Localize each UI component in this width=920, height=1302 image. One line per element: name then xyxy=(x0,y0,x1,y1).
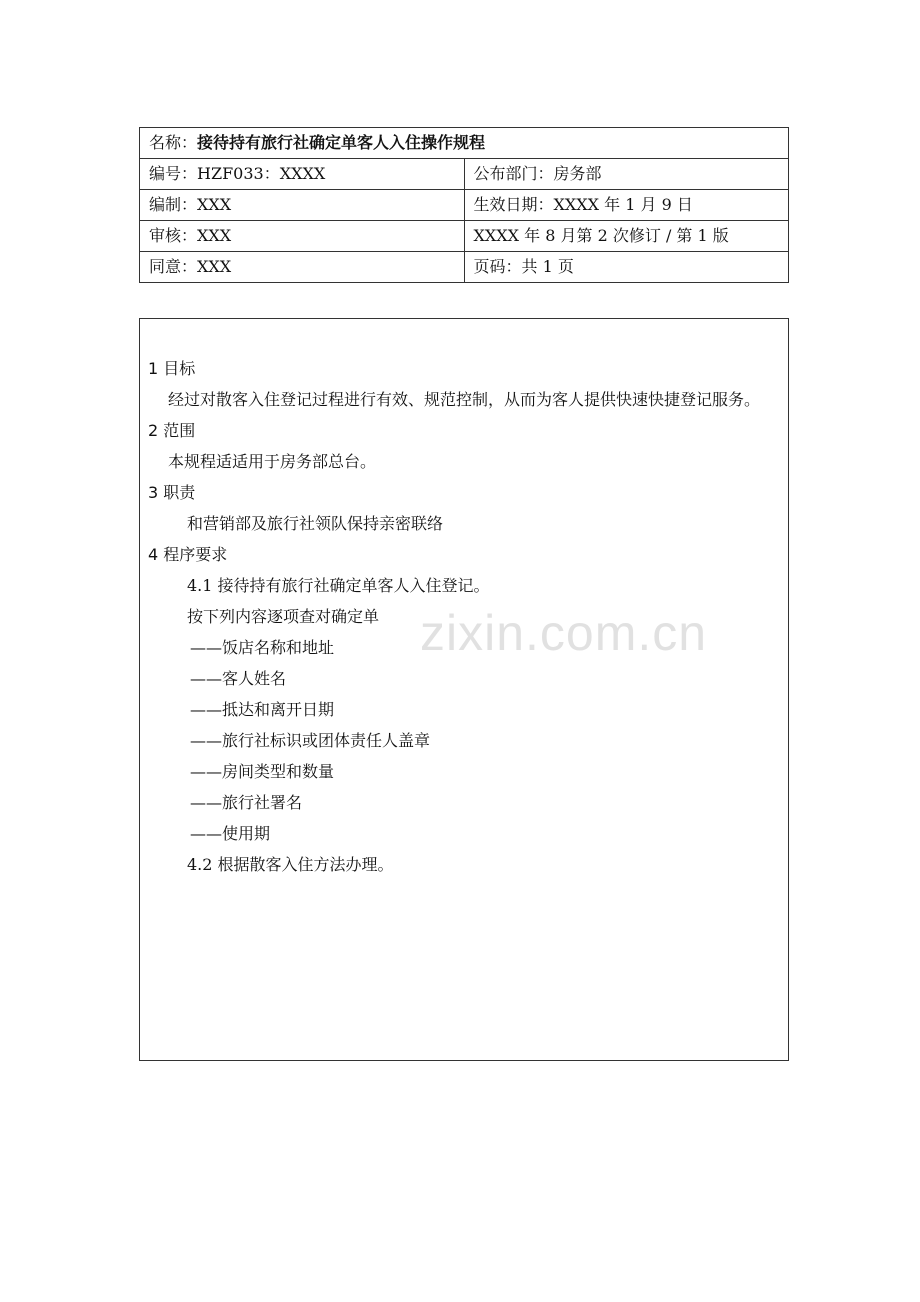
section-paragraph: 本规程适适用于房务部总台。 xyxy=(168,452,377,471)
effective-date-cell: 生效日期：XXXX 年 1 月 9 日 xyxy=(464,190,789,221)
doc-number-cell: 编号：HZF033：XXXX xyxy=(140,159,465,190)
header-row xyxy=(140,159,789,190)
header-row xyxy=(140,190,789,221)
page-count-cell: 页码：共 1 页 xyxy=(464,252,789,283)
checklist-item: ——客人姓名 xyxy=(190,669,287,688)
header-row xyxy=(140,252,789,283)
subsection-line: 按下列内容逐项查对确定单 xyxy=(187,607,380,626)
header-row xyxy=(140,221,789,252)
checklist-item: ——旅行社标识或团体责任人盖章 xyxy=(190,731,431,750)
watermark: zixin.com.cn xyxy=(420,605,708,661)
section-paragraph: 和营销部及旅行社领队保持亲密联络 xyxy=(187,514,444,533)
document-title: 接待持有旅行社确定单客人入住操作规程 xyxy=(197,133,486,152)
procedure-content xyxy=(148,353,784,880)
section-heading: 1 目标 xyxy=(148,359,196,378)
document-header-table xyxy=(139,127,789,283)
title-cell xyxy=(140,128,789,159)
approver-cell: 同意：XXX xyxy=(140,252,465,283)
revision-cell: XXXX 年 8 月第 2 次修订 / 第 1 版 xyxy=(464,221,789,252)
procedure-content-box xyxy=(139,318,789,1061)
section-heading: 2 范围 xyxy=(148,421,196,440)
subsection-line: 4.2 根据散客入住方法办理。 xyxy=(187,855,394,874)
checklist-item: ——房间类型和数量 xyxy=(190,762,335,781)
title-label: 名称： xyxy=(149,133,198,152)
compiler-cell: 编制：XXX xyxy=(140,190,465,221)
section-heading: 3 职责 xyxy=(148,483,196,502)
reviewer-cell: 审核：XXX xyxy=(140,221,465,252)
section-paragraph: 经过对散客入住登记过程进行有效、规范控制，从而为客人提供快速快捷登记服务。 xyxy=(168,390,761,409)
checklist-item: ——使用期 xyxy=(190,824,271,843)
checklist-item: ——饭店名称和地址 xyxy=(190,638,335,657)
subsection-line: 4.1 接待持有旅行社确定单客人入住登记。 xyxy=(187,576,490,595)
section-heading: 4 程序要求 xyxy=(148,545,228,564)
checklist-item: ——旅行社署名 xyxy=(190,793,303,812)
publish-department-cell: 公布部门：房务部 xyxy=(464,159,789,190)
checklist-item: ——抵达和离开日期 xyxy=(190,700,335,719)
header-title-row xyxy=(140,128,789,159)
